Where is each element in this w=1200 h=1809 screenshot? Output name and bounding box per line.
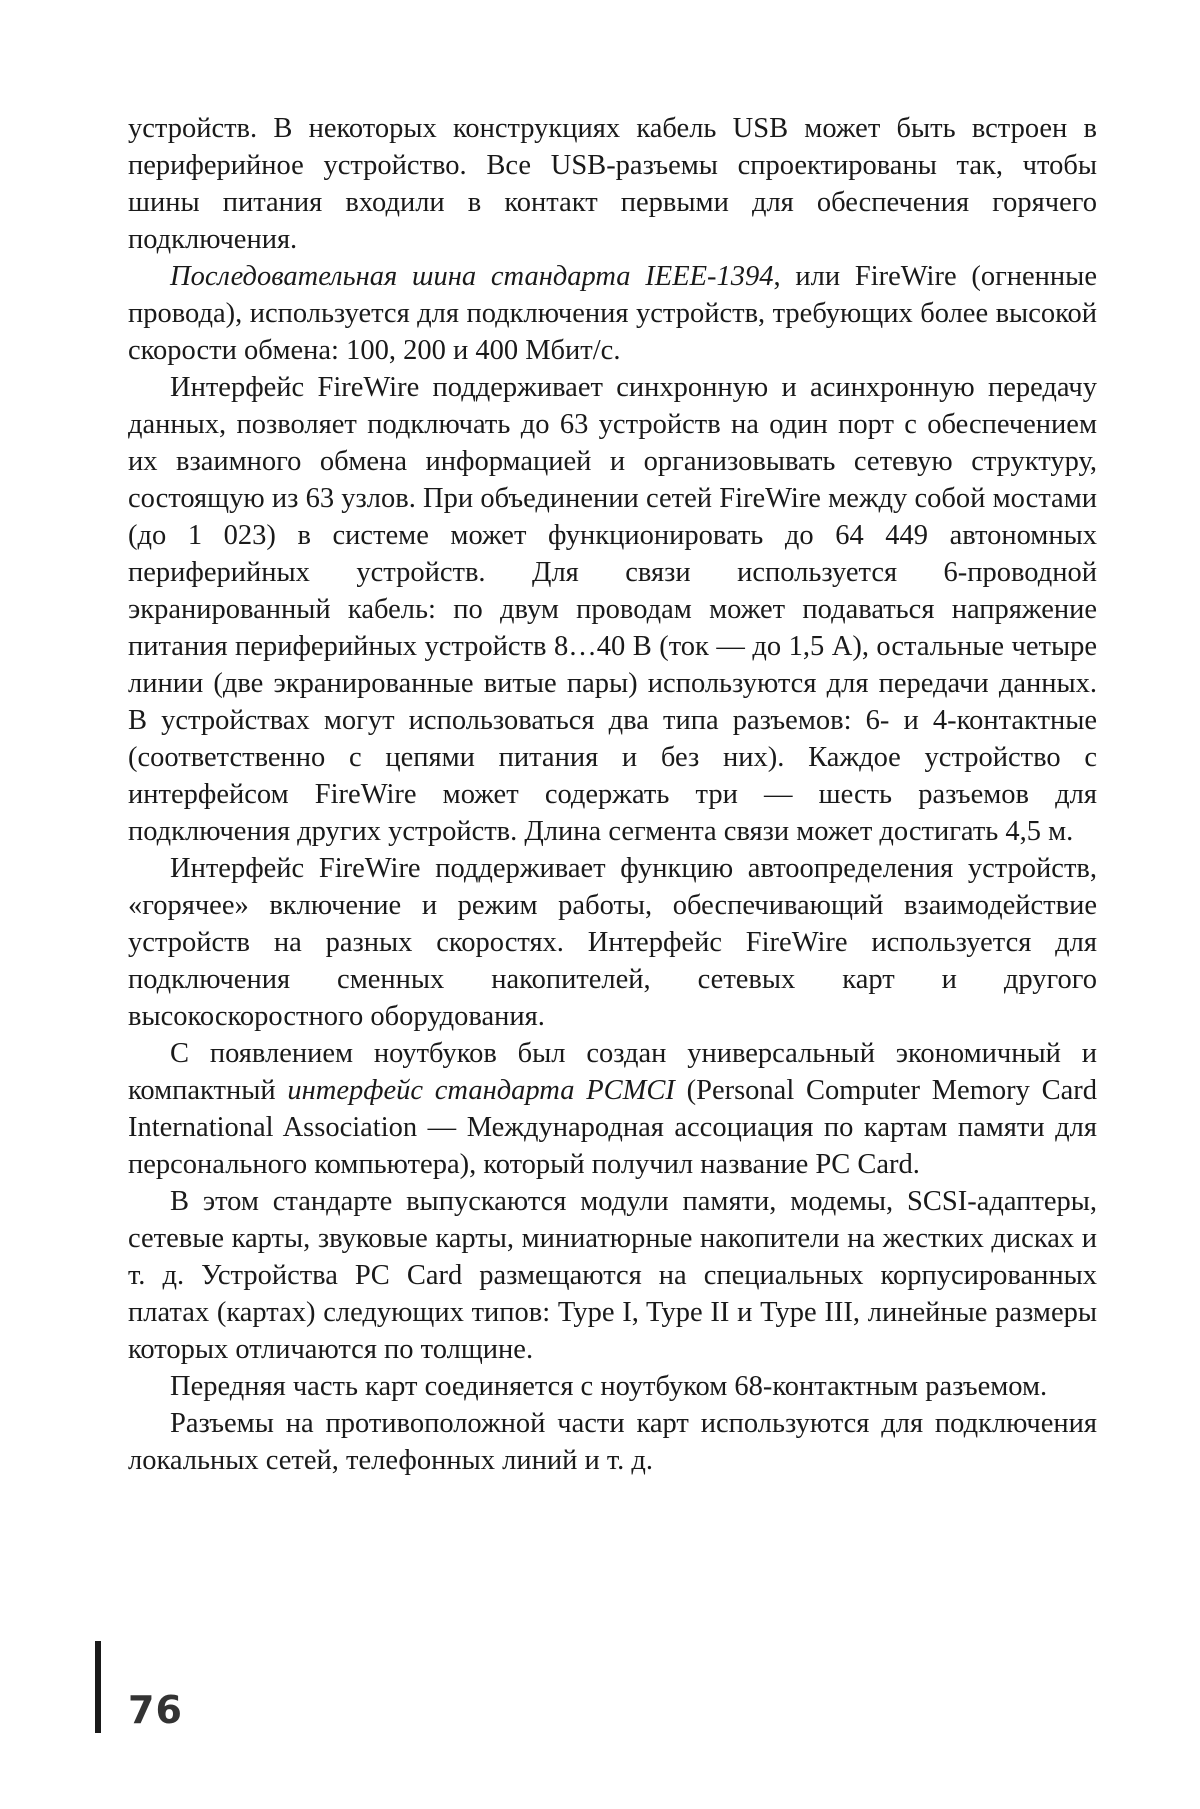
paragraph-3-text: Интерфейс FireWire поддерживает синхронную и асинхронную передачу данных, позволяет подключать до 63 устройств на один порт с обеспечением их взаимного обмена информацией и организовывать сетевую структуру, состоящую из 63 узлов. При объединении сетей FireWire между собой мостами (до 1 023) в системе может функционировать до 64 449 автономных периферийных устройств. Для связи используется 6-проводной экранированный кабель: по двум проводам может подаваться напряжение питания периферийных устройств 8…40 В (ток — до 1,5 А), остальные четыре линии (две экранированные витые пары) используются для передачи данных. В устройствах могут использоваться два типа разъемов: 6- и 4-контактные (соответственно с цепями питания и без них). Каждое устройство с интерфейсом FireWire может содержать три — шесть разъемов для подключения других устройств. Длина сегмента связи может достигать 4,5 м. — [128, 372, 1097, 847]
paragraph-7 — [128, 1368, 1097, 1405]
paragraph-4-text: Интерфейс FireWire поддерживает функцию автоопределения устройств, «горячее» включение и режим работы, обеспечивающий взаимодействие устройств на разных скоростях. Интерфейс FireWire используется для подключения сменных накопителей, сетевых карт и другого высокоскоростного оборудования. — [128, 853, 1097, 1032]
paragraph-8-text: Разъемы на противоположной части карт используются для подключения локальных сетей, телефонных линий и т. д. — [128, 1408, 1097, 1476]
paragraph-5-text-start: С появлением ноутбуков был создан универсальный экономичный и компактный — [128, 1038, 1097, 1106]
body-text — [128, 110, 1097, 1479]
paragraph-3 — [128, 369, 1097, 850]
paragraph-6 — [128, 1183, 1097, 1368]
term-pcmci: интерфейс стандарта PCMCI — [287, 1075, 675, 1106]
paragraph-8 — [128, 1405, 1097, 1479]
paragraph-6-text: В этом стандарте выпускаются модули памяти, модемы, SCSI-адаптеры, сетевые карты, звуковые карты, миниатюрные накопители на жестких дисках и т. д. Устройства PC Card размещаются на специальных корпусированных платах (картах) следующих типов: Type I, Type II и Type III, линейные размеры которых отличаются по толщине. — [128, 1186, 1097, 1365]
paragraph-4 — [128, 850, 1097, 1035]
paragraph-1-text: устройств. В некоторых конструкциях кабель USB может быть встроен в периферийное устройство. Все USB-разъемы спроектированы так, чтобы шины питания входили в контакт первыми для обеспечения горячего подключения. — [128, 113, 1097, 255]
term-ieee-1394: Последовательная шина стандарта IEEE-1394 — [170, 261, 774, 292]
paragraph-2 — [128, 258, 1097, 369]
paragraph-5-text-end: (Personal Computer Memory Card International Association — Международная ассоциация по картам памяти для персонального компьютера), который получил название PC Card. — [128, 1075, 1097, 1180]
paragraph-2-text: , или FireWire (огненные провода), используется для подключения устройств, требующих более высокой скорости обмена: 100, 200 и 400 Мбит/с. — [128, 261, 1097, 366]
paragraph-5 — [128, 1035, 1097, 1183]
paragraph-7-text: Передняя часть карт соединяется с ноутбуком 68-контактным разъемом. — [170, 1371, 1048, 1402]
page-number: 76 — [128, 1688, 183, 1732]
page-number-bar — [95, 1641, 101, 1733]
paragraph-1 — [128, 110, 1097, 258]
